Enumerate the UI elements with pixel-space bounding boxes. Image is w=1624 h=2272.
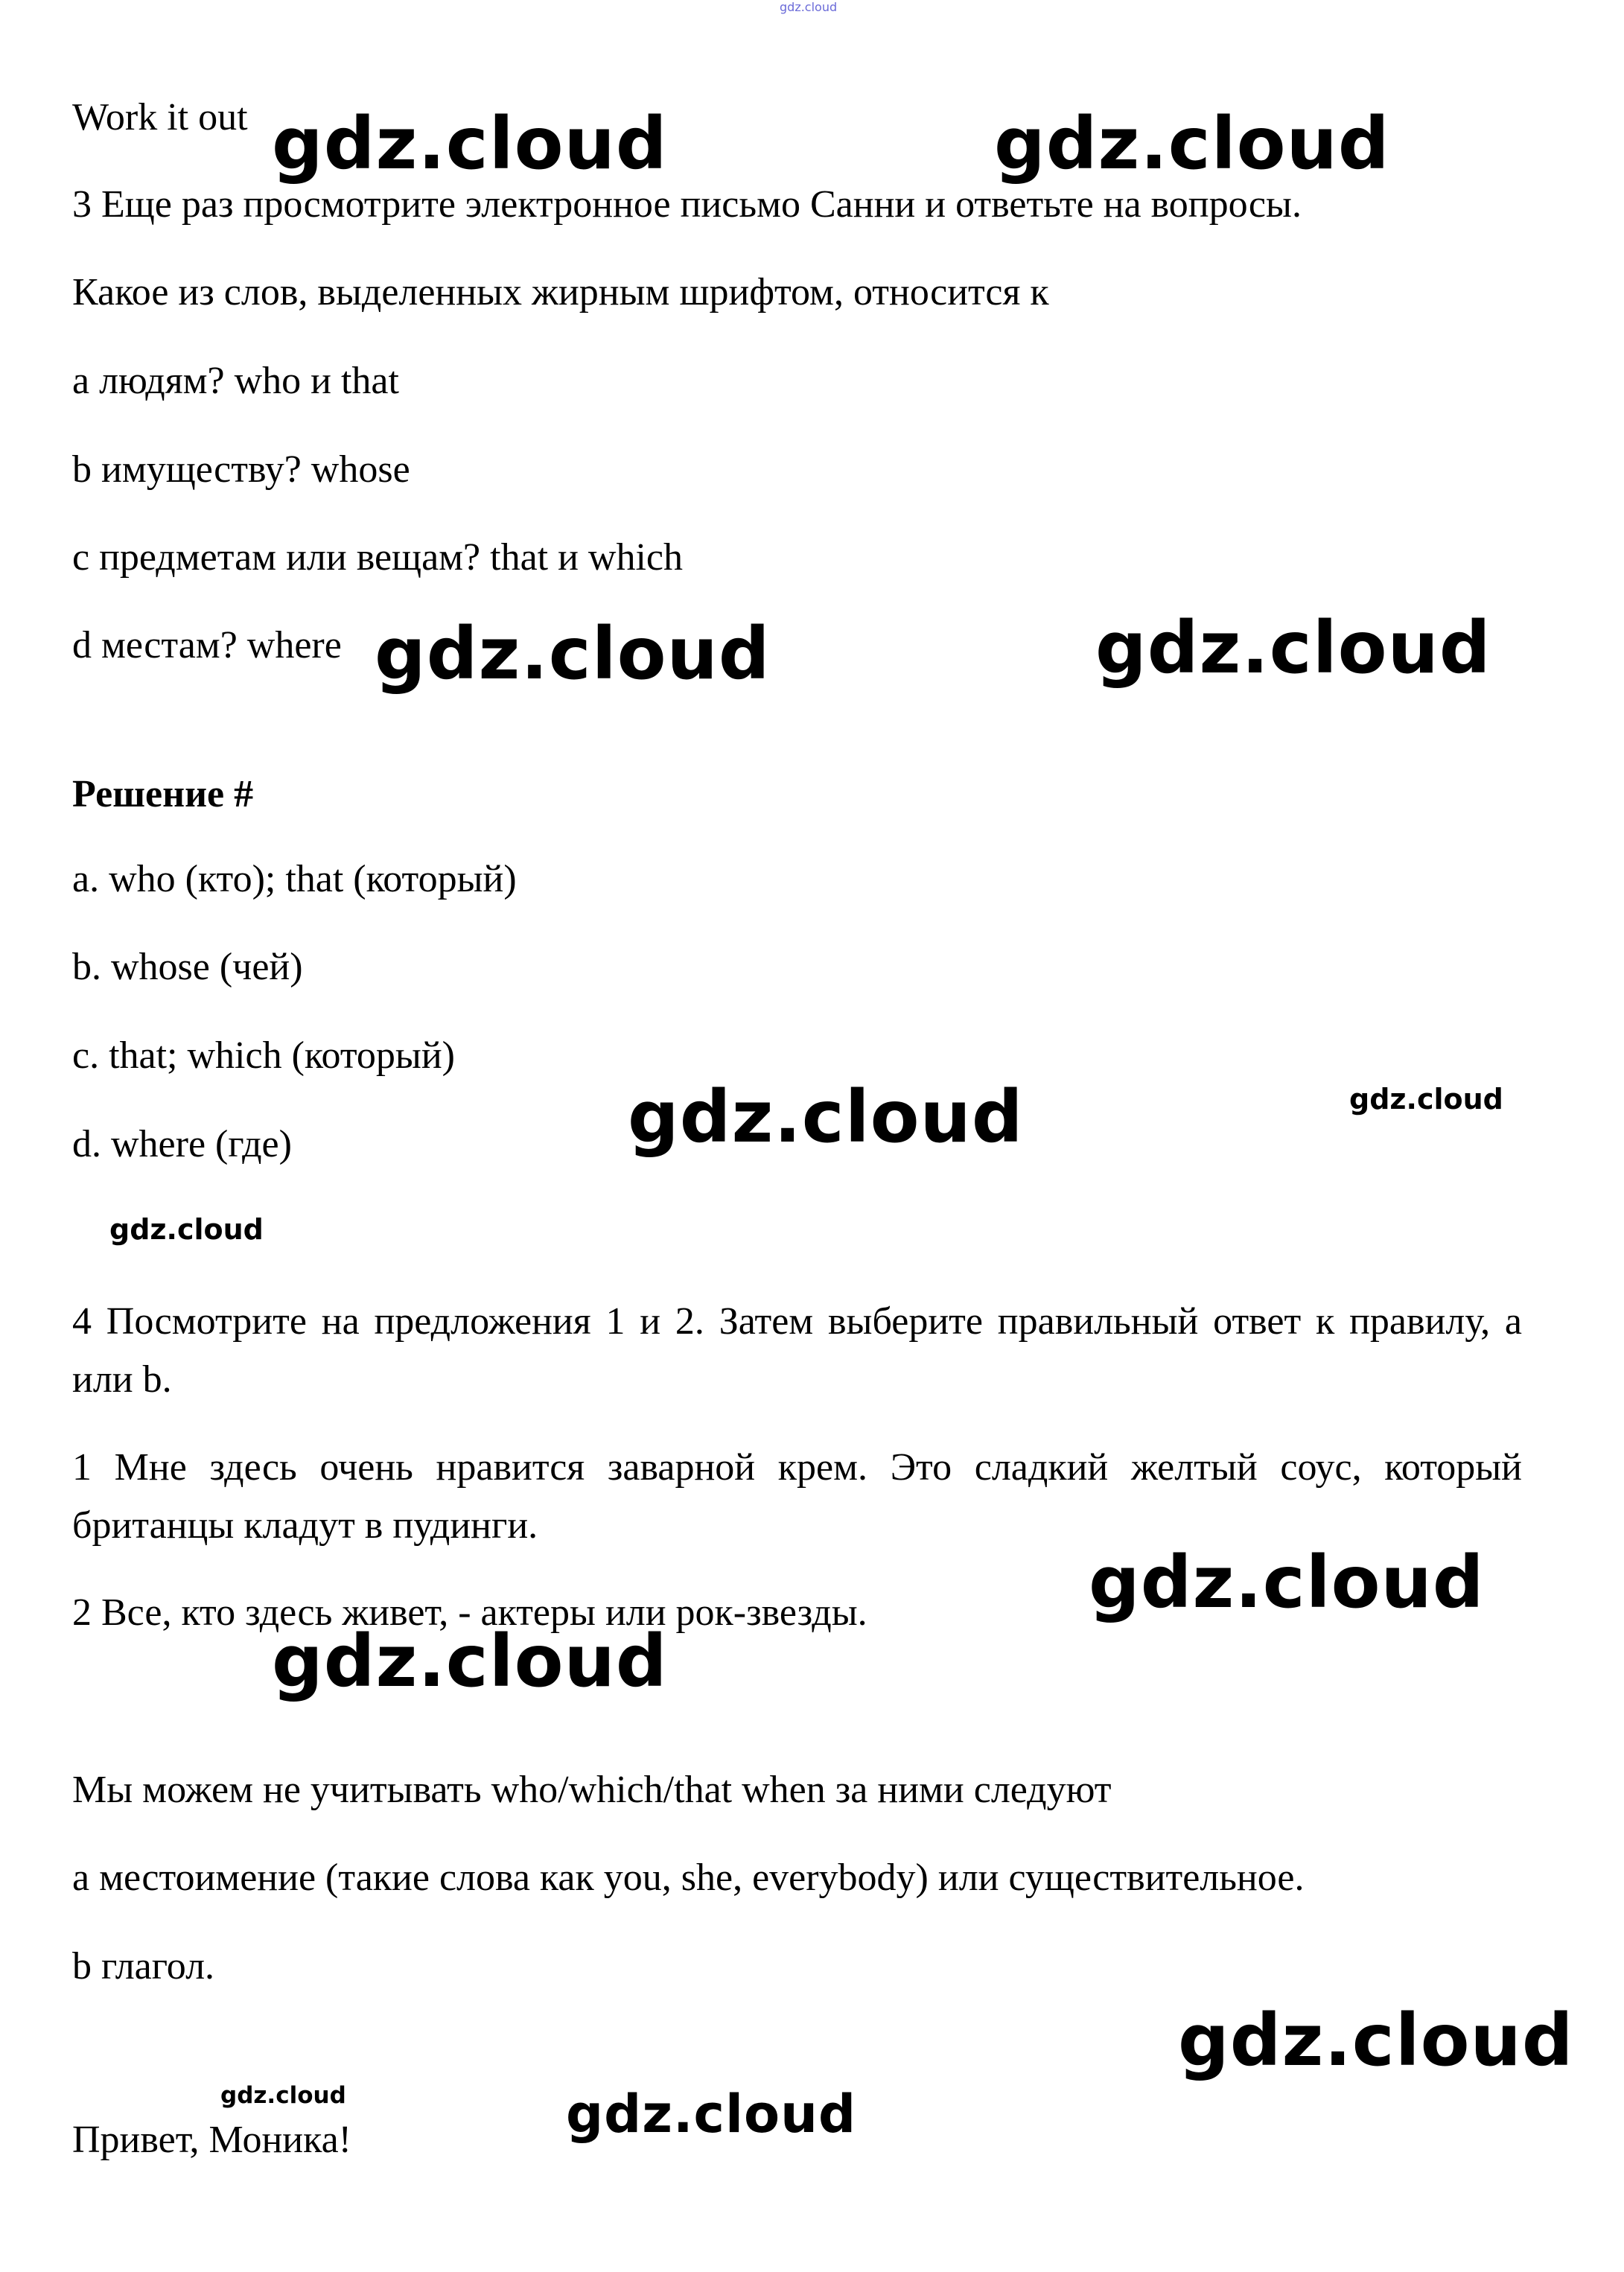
watermark: gdz.cloud	[109, 1213, 264, 1246]
task3-option-b: b имуществу? whose	[72, 448, 410, 491]
solution-answer-d: d. where (где)	[72, 1123, 292, 1165]
task4-sentence-2: 2 Все, кто здесь живет, - актеры или рок-звезды.	[72, 1591, 867, 1634]
task3-option-a: a людям? who и that	[72, 360, 399, 402]
task3-question: 3 Еще раз просмотрите электронное письмо Санни и ответьте на вопросы.	[72, 183, 1302, 226]
watermark: gdz.cloud	[628, 1075, 1024, 1159]
task4-option-b: b глагол.	[72, 1945, 215, 1988]
watermark: gdz.cloud	[1089, 1541, 1485, 1624]
watermark: gdz.cloud	[375, 612, 771, 696]
solution-answer-c: c. that; which (который)	[72, 1034, 455, 1077]
task4-rule: Мы можем не учитывать who/which/that when за ними следуют	[72, 1769, 1112, 1811]
watermark: gdz.cloud	[272, 102, 668, 185]
task4-sentence-1: 1 Мне здесь очень нравится заварной крем. Это сладкий желтый соус, который британцы кладут в пудинги.	[72, 1446, 1522, 1547]
watermark: gdz.cloud	[272, 1620, 668, 1703]
watermark: gdz.cloud	[1178, 1999, 1574, 2082]
watermark: gdz.cloud	[1095, 606, 1491, 690]
watermark: gdz.cloud	[566, 2084, 857, 2145]
watermark: gdz.cloud	[220, 2082, 346, 2109]
solution-answer-b: b. whose (чей)	[72, 946, 303, 988]
watermark: gdz.cloud	[994, 102, 1390, 185]
section-title: Work it out	[72, 96, 248, 139]
solution-answer-a: a. who (кто); that (который)	[72, 858, 517, 900]
watermark: gdz.cloud	[1349, 1083, 1503, 1116]
task3-option-c: c предметам или вещам? that и which	[72, 536, 684, 579]
header-watermark: gdz.cloud	[780, 0, 838, 14]
task3-prompt: Какое из слов, выделенных жирным шрифтом, относится к	[72, 271, 1049, 314]
task4-option-a: a местоимение (такие слова как you, she, everybody) или существительное.	[72, 1856, 1305, 1899]
solution-title: Решение #	[72, 773, 254, 815]
letter-greeting: Привет, Моника!	[72, 2119, 351, 2161]
task3-option-d: d местам? where	[72, 624, 342, 666]
task4-question: 4 Посмотрите на предложения 1 и 2. Затем выберите правильный ответ к правилу, a или b.	[72, 1300, 1522, 1401]
